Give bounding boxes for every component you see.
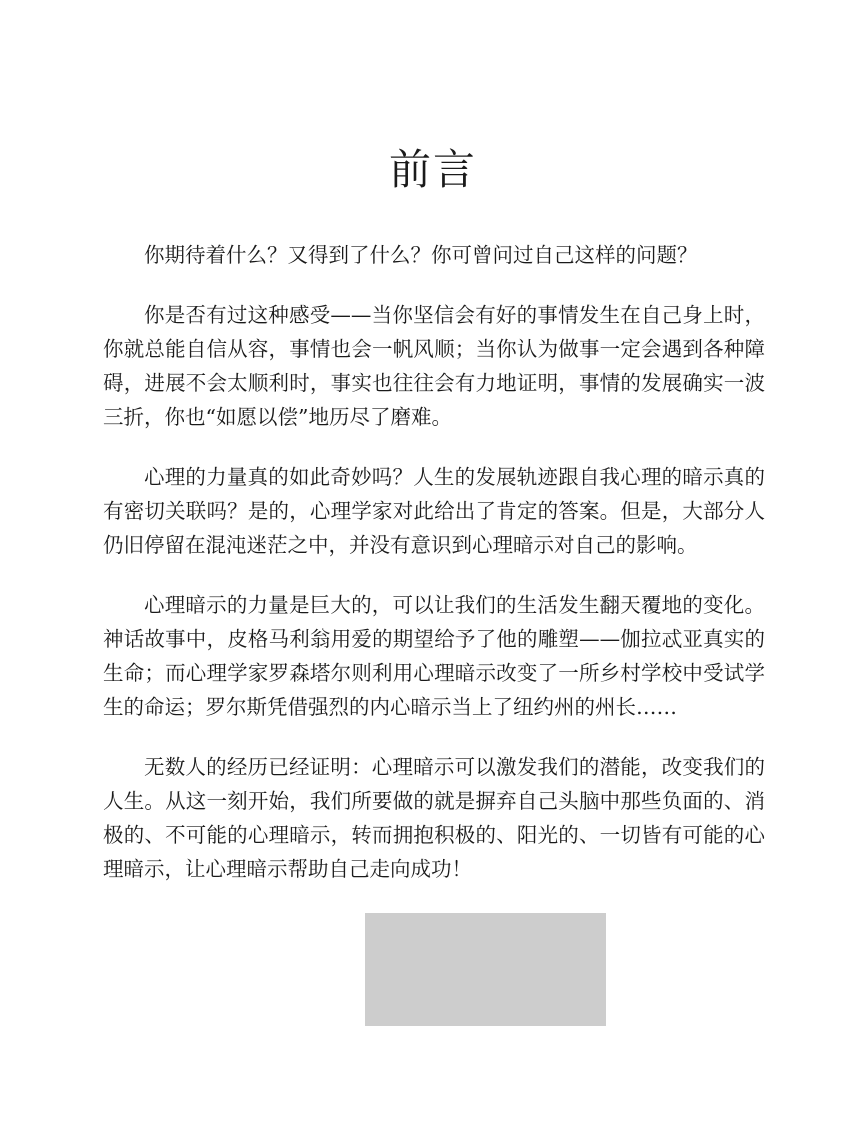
paragraph-5: 无数人的经历已经证明：心理暗示可以激发我们的潜能，改变我们的人生。从这一刻开始，我们所要做的就是摒弃自己头脑中那些负面的、消极的、不可能的心理暗示，转而拥抱积极的、阳光的、一切皆有可能的心理暗示，让心理暗示帮助自己走向成功！ [103,755,765,881]
paragraph-3: 心理的力量真的如此奇妙吗？人生的发展轨迹跟自我心理的暗示真的有密切关联吗？是的，心理学家对此给出了肯定的答案。但是，大部分人仍旧停留在混沌迷茫之中，并没有意识到心理暗示对自己的影响。 [103,465,765,557]
paragraph-2: 你是否有过这种感受——当你坚信会有好的事情发生在自己身上时，你就总能自信从容，事情也会一帆风顺；当你认为做事一定会遇到各种障碍，进展不会太顺利时，事实也往往会有力地证明，事情的发展确实一波三折，你也“如愿以偿”地历尽了磨难。 [103,303,765,429]
image-placeholder [365,913,606,1026]
paragraph-4: 心理暗示的力量是巨大的，可以让我们的生活发生翻天覆地的变化。神话故事中，皮格马利翁用爱的期望给予了他的雕塑——伽拉忒亚真实的生命；而心理学家罗森塔尔则利用心理暗示改变了一所乡村学校中受试学生的命运；罗尔斯凭借强烈的内心暗示当上了纽约州的州长…… [103,593,765,719]
page-title: 前言 [388,145,477,194]
preface-body [103,238,765,912]
paragraph-1: 你期待着什么？又得到了什么？你可曾问过自己这样的问题？ [144,243,698,267]
